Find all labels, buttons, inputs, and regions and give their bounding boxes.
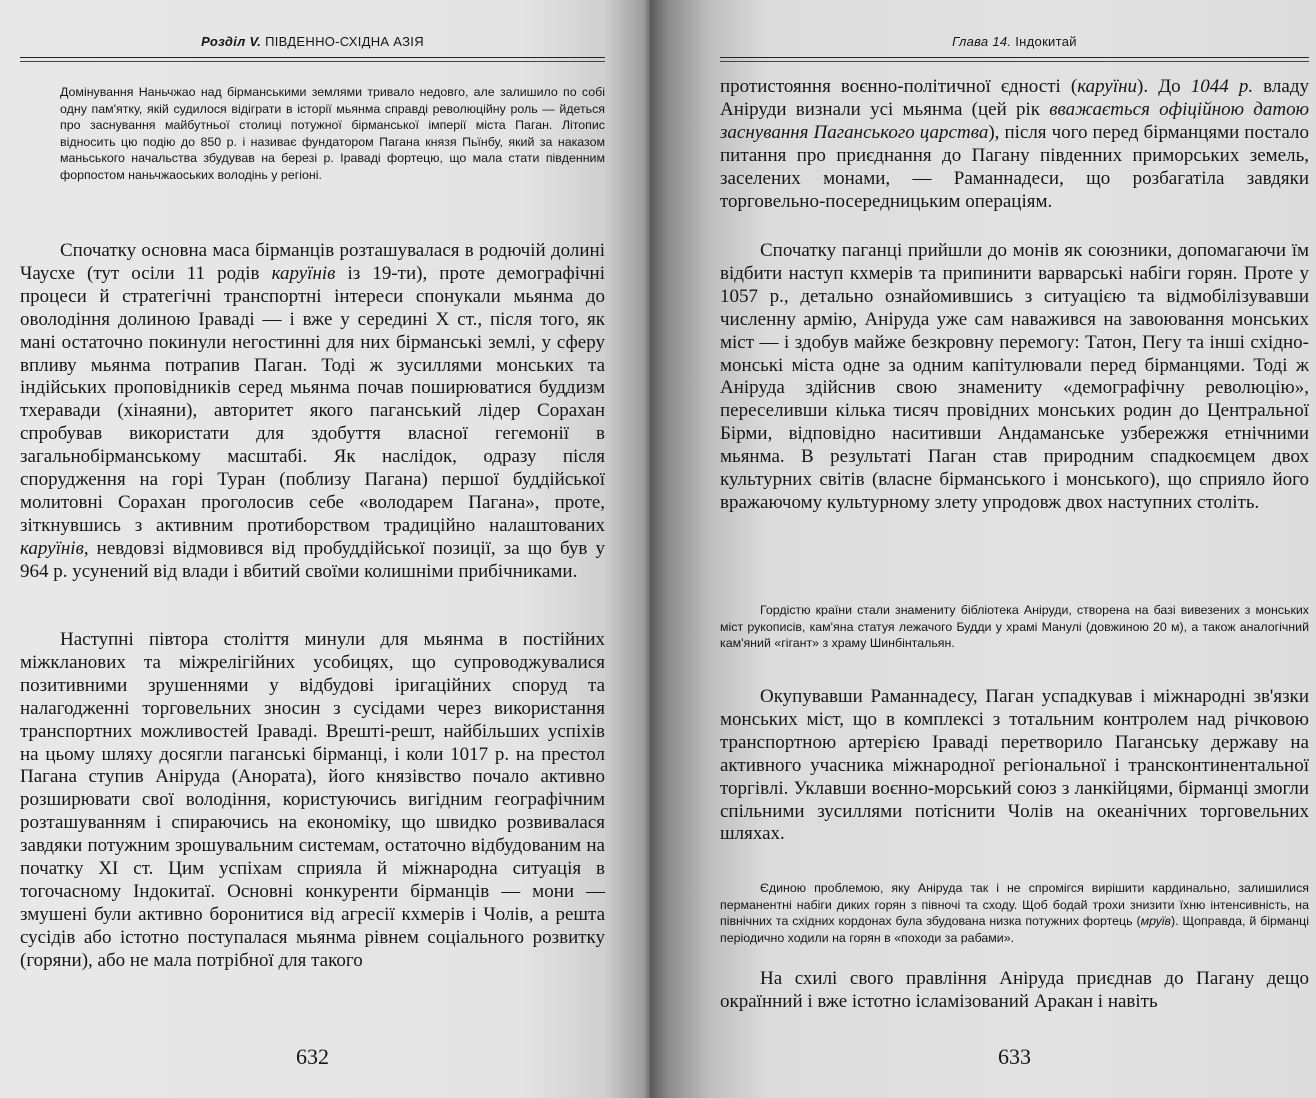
chapter-label: Глава 14. xyxy=(952,34,1012,49)
body-paragraph: Окупувавши Раманнадесу, Паган успадкував і міжнародні зв'язки монських міст, що в комплексі з тотальним контролем над річковою транспортною артерією Іраваді перетворило Паганську державу на активного учасника міжнародної регіональної і трансконтинентальної торгівлі. Уклавши воєнно-морський союз з ланкійцями, бірманці змогли спільними зусиллями потіснити Чолів на океанічних торговельних шляхах. xyxy=(720,686,1309,845)
text-run: ). До xyxy=(1137,76,1191,97)
aside-note xyxy=(720,880,1309,946)
body-paragraph: На схилі свого правління Аніруда приєднав до Пагану дещо окраїнний і вже істотно ісламізований Аракан і навіть xyxy=(720,968,1309,1012)
running-head-right xyxy=(720,34,1309,49)
text-run: владу Аніруди визнали усі мьянма (цей рік xyxy=(720,76,1309,120)
chapter-title: Індокитай xyxy=(1015,34,1077,49)
section-title: ПІВДЕННО-СХІДНА АЗІЯ xyxy=(265,34,424,49)
aside-note: Домінування Наньчжао над бірманськими землями тривало недовго, але залишило по собі одну пам'ятку, якій судилося відіграти в історії мьянма справді революційну роль — йдеться про заснування майбутньої столиці потужної бірманської імперії міста Паган. Літопис відносить цю подію до 850 р. і називає фундатором Пагана князя Пьїнбу, який за наказом маньського начальства збудував на березі р. Іраваді фортецю, що мала стати південним форпостом наньчжаоських володінь у регіоні. xyxy=(60,85,605,182)
header-rule xyxy=(720,57,1309,62)
emphasis: вважається офіційною датою заснування Паганського царства xyxy=(720,98,1309,143)
running-head-left xyxy=(20,34,605,49)
right-page xyxy=(650,0,1316,1098)
text-run: , невдовзі відмовився від пробуддійської позиції, за що був у 964 р. усунений від влади і вбитий своїми колишніми прибічниками. xyxy=(20,537,605,582)
page-number: 633 xyxy=(998,1044,1031,1069)
page-number: 632 xyxy=(296,1044,329,1069)
section-label: Розділ V. xyxy=(201,34,262,49)
emphasis: 1044 р. xyxy=(1190,76,1254,97)
body-paragraph: Спочатку паганці прийшли до монів як союзники, допомагаючи їм відбити наступ кхмерів та припинити варварські набіги горян. Проте у 1057 р., детально ознайомившись з ситуацією та відмобілізувавши численну армію, Аніруда уже сам наважився на завоювання монських міст — і здобув майже безкровну перемогу: Татон, Пегу та інші східно-монські міста одне за одним капітулювали перед бірманцями. Тоді ж Аніруда здійснив свою знамениту «демографічну революцію», переселивши кілька тисяч провідних монських родин до Центральної Бірми, відповідно наситивши Андаманське узбережжя етнічними мьянма. В результаті Паган став природним спадкоємцем двох культурних світів (власне бірманського і монського), що сприяло його вражаючому культурному злету упродовж двох наступних століть. xyxy=(720,240,1309,513)
text-run: ). Щоправда, й бірманці періодично ходили на горян в «походи за рабами». xyxy=(720,914,1309,945)
body-paragraph xyxy=(720,76,1309,213)
text-run: протистояння воєнно-політичної єдності ( xyxy=(720,76,1078,97)
body-paragraph xyxy=(20,240,605,584)
body-paragraph: Наступні півтора століття минули для мьянма в постійних міжкланових та міжрелігійних усобицях, що супроводжувалися позитивними зрушеннями у відбудові іригаційних споруд та налагодженні торговельних зносин з сусідами через використання транспортних можливостей Іраваді. Врешті-решт, найбільших успіхів на цьому шляху досягли паганські бірманці, і коли 1017 р. на престол Пагана ступив Аніруда (Анората), його князівство почало активно розширювати свої володіння, користуючись вигідним географічним розташуванням і спираючись на економіку, що швидко розвивалася завдяки потужним зрошувальним системам, остаточно відбудованим на початку XI ст. Цим успіхам сприяла й міжнародна ситуація в тогочасному Індокитаї. Основні конкуренти бірманців — мони — змушені були активно боронитися від агресії кхмерів і Чолів, а решта сусідів або істотно поступалася мьянма рівнем соціального розвитку (горяни), або не мала потрібної для такого xyxy=(20,629,605,971)
header-rule xyxy=(20,57,605,62)
emphasis: каруїни xyxy=(1077,76,1138,97)
text-run: Спочатку основна маса бірманців розташувалася в родючій долині Чаусхе (тут осіли 11 родів xyxy=(20,240,605,284)
text-run: ), після чого перед бірманцями постало питання про приєднання до Пагану південних приморських земель, заселених монами, — Раманнадеси, що розбагатіла завдяки торговельно-посередницьким операціям. xyxy=(720,121,1309,212)
aside-note: Гордістю країни стали знамениту бібліотека Аніруди, створена на базі вивезених з монських міст рукописів, кам'яна статуя лежачого Будди у храмі Манулі (довжиною 20 м), а також аналогічний кам'яний «гігант» з храму Шинбінтальян. xyxy=(720,603,1309,650)
emphasis: каруїнів xyxy=(271,262,336,284)
emphasis: каруїнів xyxy=(20,537,84,559)
emphasis: мруїв xyxy=(1140,914,1172,928)
text-run: із 19-ти), проте демографічні процеси й стратегічні транспортні інтереси спонукали мьянма до оволодіння долиною Іраваді — і вже у середині X ст., після того, як мані остаточно покинули негостинні для них бірманські землі, у сферу впливу мьянма потрапив Паган. Тоді ж зусиллями монських та індійських проповідників серед мьянма почав поширюватися буддизм тхеравади (хінаяни), авторитет якого паганський лідер Сорахан спробував використати для здобуття власної гегемонії в загальнобірманському масштабі. Як наслідок, одразу після спорудження на горі Туран (поблизу Пагана) першої буддійської молитовні Сорахан проголосив себе «володарем Пагана», проте, зіткнувшись з активним протиборством традиційно налаштованих xyxy=(20,262,605,536)
left-page xyxy=(0,0,650,1098)
text-run: Єдиною проблемою, яку Аніруда так і не спромігся вирішити кардинально, залишилися перманентні набіги диких горян з півночі та сходу. Щоб бодай трохи знизити їхню інтенсивність, на північних та східних кордонах була збудована низка потужних фортець ( xyxy=(720,881,1309,928)
